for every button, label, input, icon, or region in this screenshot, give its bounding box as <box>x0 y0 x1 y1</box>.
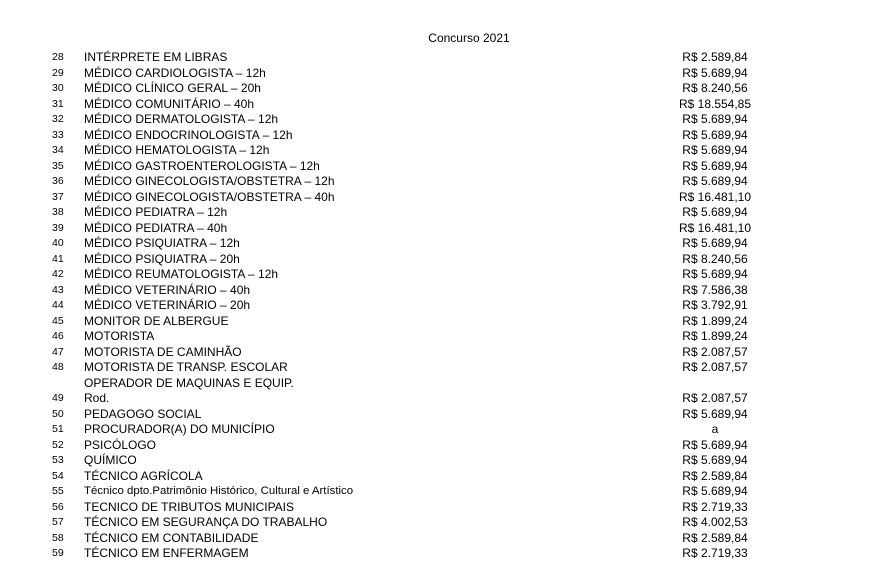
position-name-line1: OPERADOR DE MAQUINAS E EQUIP. <box>84 375 294 390</box>
position-name: PROCURADOR(A) DO MUNICÍPIO <box>84 422 275 436</box>
salary-value: R$ 5.689,94 <box>682 453 748 467</box>
position-name: MONITOR DE ALBERGUE <box>84 313 229 328</box>
page-title: Concurso 2021 <box>428 31 510 45</box>
position-name: MÉDICO PSIQUIATRA – 20h <box>84 251 240 266</box>
position-name: Técnico dpto.Patrimônio Histórico, Cultural e Artístico <box>84 485 354 497</box>
position-name: MÉDICO COMUNITÁRIO – 40h <box>84 96 255 111</box>
table-row <box>0 546 892 562</box>
table-row <box>0 484 892 500</box>
position-name: MÉDICO ENDOCRINOLOGISTA – 12h <box>84 127 293 142</box>
row-number: 51 <box>52 423 64 435</box>
position-name: TÉCNICO EM ENFERMAGEM <box>84 546 249 560</box>
salary-value: a <box>711 422 719 436</box>
row-number: 42 <box>52 268 64 280</box>
table-row <box>0 314 892 330</box>
salary-value: R$ 5.689,94 <box>682 112 748 126</box>
row-number: 34 <box>52 144 64 156</box>
salary-value: R$ 5.689,94 <box>682 267 748 281</box>
table-row <box>0 205 892 221</box>
table-row <box>0 236 892 252</box>
row-number: 33 <box>52 128 64 141</box>
table-row <box>0 283 892 299</box>
salary-value: R$ 5.689,94 <box>682 127 748 142</box>
position-name: PSICÓLOGO <box>84 437 157 452</box>
row-number: 56 <box>52 500 64 513</box>
salary-value: R$ 5.689,94 <box>682 65 748 80</box>
position-name: PEDAGOGO SOCIAL <box>84 406 202 421</box>
position-name: MÉDICO PEDIATRA – 40h <box>84 220 228 235</box>
row-number: 32 <box>52 113 64 125</box>
table-row <box>0 469 892 485</box>
row-number: 48 <box>52 361 64 373</box>
position-name: MÉDICO CLÍNICO GERAL – 20h <box>84 81 261 95</box>
row-number: 58 <box>52 531 64 544</box>
table-row <box>0 407 892 423</box>
position-name <box>84 376 644 407</box>
salary-table <box>0 50 892 562</box>
table-row <box>0 329 892 345</box>
table-row <box>0 438 892 454</box>
row-number: 46 <box>52 330 64 342</box>
position-name: TÉCNICO EM CONTABILIDADE <box>84 530 259 545</box>
row-number: 30 <box>52 82 64 94</box>
position-name: MÉDICO PEDIATRA – 12h <box>84 205 228 219</box>
table-row <box>0 298 892 314</box>
position-name: TÉCNICO AGRÍCOLA <box>84 468 203 483</box>
salary-value: R$ 16.481,10 <box>678 220 752 235</box>
table-row <box>0 112 892 128</box>
position-name: MÉDICO HEMATOLOGISTA – 12h <box>84 143 270 157</box>
table-row <box>0 531 892 547</box>
salary-value: R$ 2.719,33 <box>682 546 748 560</box>
row-number: 50 <box>52 407 64 420</box>
position-name: MÉDICO CARDIOLOGISTA – 12h <box>84 65 266 80</box>
table-row <box>0 252 892 268</box>
position-name: MÉDICO GINECOLOGISTA/OBSTETRA – 40h <box>84 189 335 204</box>
salary-value: R$ 2.087,57 <box>682 360 748 374</box>
row-number: 44 <box>52 299 64 311</box>
table-row <box>0 159 892 175</box>
position-name: MÉDICO DERMATOLOGISTA – 12h <box>84 112 279 126</box>
position-name: QUÍMICO <box>84 453 137 467</box>
salary-value: R$ 2.087,57 <box>682 391 748 405</box>
salary-value: R$ 2.719,33 <box>682 499 748 514</box>
row-number: 28 <box>52 51 64 63</box>
row-number: 52 <box>52 438 64 451</box>
salary-value: R$ 1.899,24 <box>682 329 748 343</box>
position-name: MOTORISTA <box>84 329 155 343</box>
table-row <box>0 50 892 66</box>
row-number: 49 <box>52 392 64 404</box>
row-number: 39 <box>52 221 64 234</box>
salary-value: R$ 4.002,53 <box>682 515 748 529</box>
salary-value: R$ 2.087,57 <box>682 344 748 359</box>
position-name: MÉDICO GASTROENTEROLOGISTA – 12h <box>84 158 320 173</box>
salary-value: R$ 8.240,56 <box>682 251 748 266</box>
row-number: 57 <box>52 516 64 528</box>
position-name: MÉDICO VETERINÁRIO – 40h <box>84 282 251 297</box>
salary-value: R$ 7.586,38 <box>682 282 748 297</box>
row-number: 54 <box>52 469 64 482</box>
row-number: 47 <box>52 345 64 358</box>
table-row <box>0 267 892 283</box>
position-name: INTÉRPRETE EM LIBRAS <box>84 50 228 64</box>
salary-value: R$ 5.689,94 <box>682 437 748 452</box>
row-number: 29 <box>52 66 64 79</box>
row-number: 38 <box>52 206 64 218</box>
salary-value: R$ 8.240,56 <box>682 81 748 95</box>
position-name: MÉDICO VETERINÁRIO – 20h <box>84 298 251 312</box>
position-name: MOTORISTA DE TRANSP. ESCOLAR <box>84 360 288 374</box>
table-row <box>0 221 892 237</box>
table-row <box>0 143 892 159</box>
salary-value: R$ 5.689,94 <box>682 406 748 421</box>
table-row <box>0 515 892 531</box>
row-number: 36 <box>52 175 64 187</box>
row-number: 37 <box>52 190 64 203</box>
table-row <box>0 174 892 190</box>
table-row <box>0 66 892 82</box>
salary-value: R$ 2.589,84 <box>682 530 748 545</box>
position-name: MOTORISTA DE CAMINHÃO <box>84 344 242 359</box>
salary-value: R$ 5.689,94 <box>682 174 748 188</box>
position-name: MÉDICO GINECOLOGISTA/OBSTETRA – 12h <box>84 174 335 188</box>
row-number: 31 <box>52 97 64 110</box>
salary-value: R$ 5.689,94 <box>682 158 748 173</box>
position-name: TECNICO DE TRIBUTOS MUNICIPAIS <box>84 499 295 514</box>
table-row <box>0 422 892 438</box>
table-row <box>0 190 892 206</box>
row-number: 53 <box>52 454 64 466</box>
salary-value: R$ 3.792,91 <box>682 298 748 312</box>
table-row <box>0 500 892 516</box>
table-row <box>0 128 892 144</box>
salary-value: R$ 5.689,94 <box>682 143 748 157</box>
salary-value: R$ 1.899,24 <box>682 313 748 328</box>
table-row <box>0 453 892 469</box>
row-number: 40 <box>52 237 64 249</box>
table-row <box>0 345 892 361</box>
table-row <box>0 360 892 376</box>
salary-value: R$ 2.589,84 <box>682 468 748 483</box>
salary-value: R$ 16.481,10 <box>678 189 752 204</box>
row-number: 43 <box>52 283 64 296</box>
row-number: 59 <box>52 547 64 559</box>
salary-value: R$ 2.589,84 <box>682 50 748 64</box>
position-name: MÉDICO PSIQUIATRA – 12h <box>84 236 240 250</box>
position-name-line2: Rod. <box>84 391 110 405</box>
table-row <box>0 81 892 97</box>
position-name: MÉDICO REUMATOLOGISTA – 12h <box>84 267 279 281</box>
salary-value: R$ 5.689,94 <box>682 205 748 219</box>
row-number: 35 <box>52 159 64 172</box>
salary-value: R$ 5.689,94 <box>682 236 748 250</box>
row-number: 41 <box>52 252 64 265</box>
salary-value: R$ 5.689,94 <box>682 484 748 498</box>
position-name: TÉCNICO EM SEGURANÇA DO TRABALHO <box>84 515 328 529</box>
row-number: 45 <box>52 314 64 327</box>
row-number: 55 <box>52 485 64 497</box>
table-row <box>0 376 892 407</box>
salary-value: R$ 18.554,85 <box>678 96 752 111</box>
table-row <box>0 97 892 113</box>
